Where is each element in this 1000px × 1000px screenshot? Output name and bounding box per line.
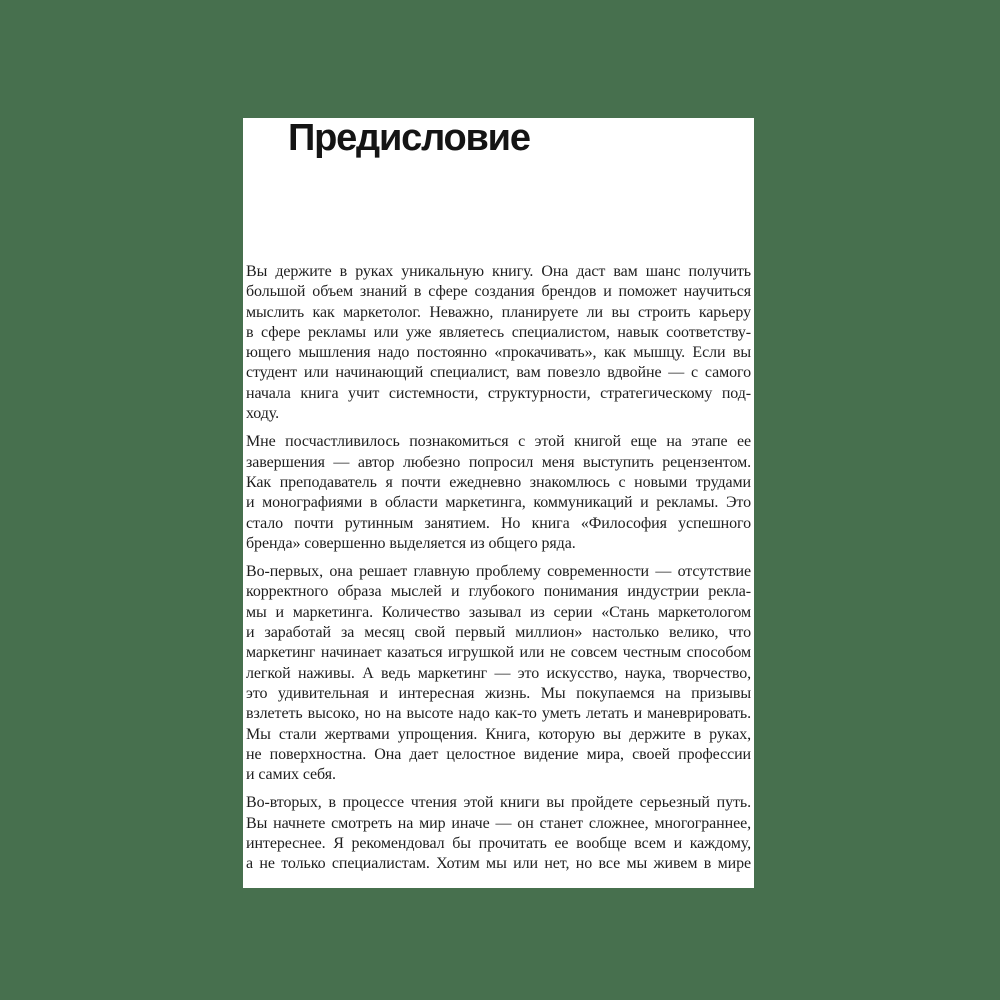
text-line: Во-вторых, в процессе чтения этой книги вы пройдете серьезный путь.	[246, 794, 751, 812]
book-page	[243, 118, 754, 888]
text-line: ходу.	[246, 405, 279, 423]
text-line: большой объем знаний в сфере создания брендов и поможет научиться	[246, 283, 751, 301]
text-line: взлететь высоко, но на высоте надо как-то уметь летать и маневрировать.	[246, 705, 751, 723]
text-line: мы и маркетинга. Количество зазывал из серии «Стань маркетологом	[246, 603, 751, 621]
text-line: в сфере рекламы или уже являетесь специалистом, навык соответству-	[246, 323, 751, 341]
text-line: мыслить как маркетолог. Неважно, планируете ли вы строить карьеру	[246, 303, 751, 321]
text-line: маркетинг начинает казаться игрушкой или не совсем честным способом	[246, 644, 751, 662]
text-line: не поверхностна. Она дает целостное видение мира, своей профессии	[246, 745, 751, 763]
text-line: Мне посчастливилось познакомиться с этой книгой еще на этапе ее	[246, 433, 751, 451]
text-line: завершения — автор любезно попросил меня выступить рецензентом.	[246, 453, 751, 471]
text-line: начала книга учит системности, структурности, стратегическому под-	[246, 384, 751, 402]
text-line: студент или начинающий специалист, вам повезло вдвойне — с самого	[246, 364, 751, 382]
text-line: Мы стали жертвами упрощения. Книга, которую вы держите в руках,	[246, 725, 751, 743]
text-line: стало почти рутинным занятием. Но книга «Философия успешного	[246, 514, 751, 532]
text-line: и заработай за месяц свой первый миллион» настолько велико, что	[246, 624, 751, 642]
text-line: это удивительная и интересная жизнь. Мы покупаемся на призывы	[246, 684, 751, 702]
text-line: Вы начнете смотреть на мир иначе — он станет сложнее, многограннее,	[246, 814, 751, 832]
text-line: Как преподаватель я почти ежедневно знакомлюсь с новыми трудами	[246, 473, 751, 491]
text-line: легкой наживы. А ведь маркетинг — это искусство, наука, творчество,	[246, 664, 751, 682]
text-line: бренда» совершенно выделяется из общего ряда.	[246, 534, 576, 552]
text-line: и монографиями в области маркетинга, коммуникаций и рекламы. Это	[246, 494, 751, 512]
text-line: а не только специалистам. Хотим мы или нет, но все мы живем в мире	[246, 855, 751, 873]
paragraph-3	[246, 562, 751, 785]
text-line: корректного образа мыслей и глубокого понимания индустрии рекла-	[246, 583, 751, 601]
text-line: ющего мышления надо постоянно «прокачивать», как мышцу. Если вы	[246, 344, 751, 362]
text-line: интереснее. Я рекомендовал бы прочитать ее вообще всем и каждому,	[246, 835, 751, 853]
paragraph-4	[246, 793, 751, 874]
text-line: Во-первых, она решает главную проблему современности — отсутствие	[246, 563, 751, 581]
chapter-title: Предисловие	[288, 118, 530, 159]
page-text	[246, 262, 751, 875]
text-line: Вы держите в руках уникальную книгу. Она даст вам шанс получить	[246, 263, 751, 280]
paragraph-2	[246, 432, 751, 554]
paragraph-1	[246, 262, 751, 424]
text-line: и самих себя.	[246, 766, 336, 784]
